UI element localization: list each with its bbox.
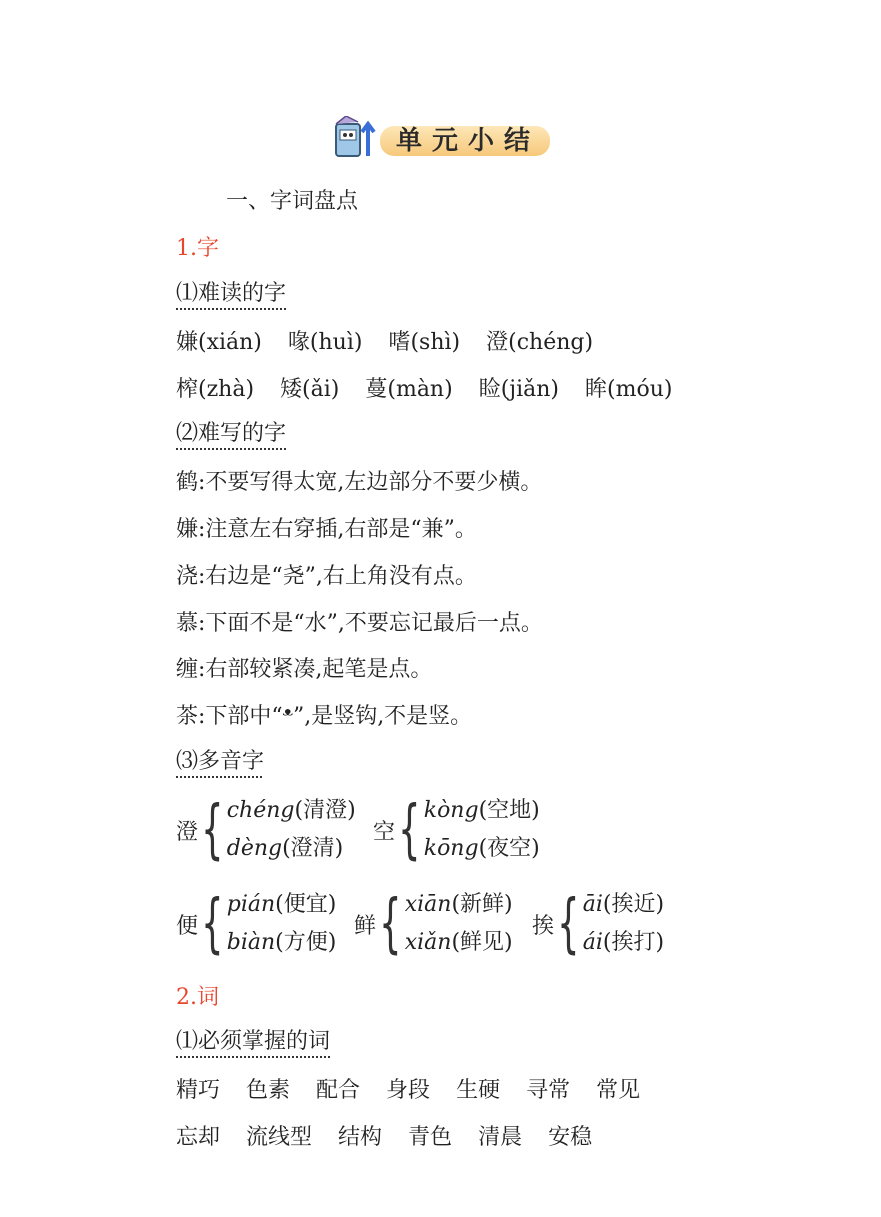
brace-icon: { (379, 887, 402, 961)
pinyin: dèng (226, 836, 283, 861)
list-item: 嫌(xián) (176, 330, 262, 355)
list-item: 喙(huì) (287, 330, 363, 355)
subheading-hard-write: ⑵难写的字 (176, 421, 287, 446)
list-item: 蔓(màn) (365, 377, 453, 402)
pinyin: āi (582, 892, 603, 917)
example-word: (鲜见) (451, 930, 513, 955)
brace-icon: { (201, 887, 224, 961)
polyphone-group (354, 886, 513, 962)
word-row-2 (176, 1120, 618, 1151)
unit-summary-banner (328, 116, 553, 162)
hard-read-row-2 (176, 372, 698, 403)
example-word: (澄清) (282, 836, 344, 861)
example-word: (便宜) (275, 892, 337, 917)
pinyin: pián (226, 892, 276, 917)
hard-write-item: 嫌:注意左右穿插,右部是“兼”。 (176, 517, 477, 542)
example-word: (清澄) (294, 798, 356, 823)
pinyin: kōng (423, 836, 479, 861)
polyphone-char: 鲜 (354, 913, 377, 939)
brace-icon: { (398, 793, 421, 867)
list-item: 常见 (596, 1078, 641, 1103)
list-item: 澄(chéng) (486, 330, 594, 355)
list-item: 生硬 (456, 1078, 501, 1103)
list-item: 流线型 (246, 1125, 313, 1150)
list-item: 身段 (386, 1078, 431, 1103)
list-item: 青色 (408, 1125, 453, 1150)
list-item: 结构 (338, 1125, 383, 1150)
heading-zi: 1.字 (176, 236, 219, 261)
polyphone-group (176, 792, 356, 868)
example-word: (方便) (275, 930, 337, 955)
polyphone-char: 挨 (532, 913, 555, 939)
list-item: 眸(móu) (585, 377, 673, 402)
list-item: 忘却 (176, 1125, 221, 1150)
hard-write-item: 缠:右部较紧凑,起笔是点。 (176, 657, 433, 682)
brace-icon: { (557, 887, 580, 961)
example-word: (挨打) (602, 930, 665, 955)
list-item: 嗜(shì) (388, 330, 461, 355)
pinyin: biàn (226, 930, 276, 955)
subheading-must-master: ⑴必须掌握的词 (176, 1029, 331, 1054)
list-item: 清晨 (478, 1125, 523, 1150)
section-title: 一、字词盘点 (226, 189, 359, 214)
example-word: (夜空) (478, 836, 540, 861)
list-item: 榨(zhà) (176, 377, 255, 402)
hard-write-item: 慕:下面不是“水”,不要忘记最后一点。 (176, 611, 543, 636)
list-item: 配合 (316, 1078, 361, 1103)
pinyin: chéng (226, 798, 295, 823)
list-item: 睑(jiǎn) (478, 377, 560, 402)
polyphone-char: 澄 (176, 819, 199, 845)
heading-ci: 2.词 (176, 985, 219, 1010)
list-item: 安稳 (548, 1125, 593, 1150)
polyphone-group (176, 886, 336, 962)
hard-write-item: 鹤:不要写得太宽,左边部分不要少横。 (176, 470, 543, 495)
page-title: 单元小结 (396, 126, 541, 156)
polyphone-group (373, 792, 540, 868)
hard-read-row-1 (176, 325, 619, 356)
list-item: 色素 (246, 1078, 291, 1103)
pinyin: xiān (404, 892, 452, 917)
subheading-polyphone: ⑶多音字 (176, 749, 265, 774)
example-word: (挨近) (602, 892, 665, 917)
pinyin: kòng (423, 798, 479, 823)
pinyin: xiǎn (404, 930, 452, 955)
hard-write-item: 茶:下部中“ᵜ”,是竖钩,不是竖。 (176, 704, 473, 729)
brace-icon: { (201, 793, 224, 867)
list-item: 精巧 (176, 1078, 221, 1103)
word-row-1 (176, 1073, 666, 1104)
hard-write-item: 浇:右边是“尧”,右上角没有点。 (176, 564, 477, 589)
subheading-hard-read: ⑴难读的字 (176, 281, 287, 306)
example-word: (空地) (478, 798, 540, 823)
polyphone-char: 便 (176, 913, 199, 939)
pinyin: ái (582, 930, 603, 955)
polyphone-group (532, 886, 664, 962)
list-item: 寻常 (526, 1078, 571, 1103)
list-item: 矮(ǎi) (280, 377, 340, 402)
example-word: (新鲜) (451, 892, 513, 917)
book-mascot-icon (328, 116, 380, 162)
polyphone-char: 空 (373, 819, 396, 845)
